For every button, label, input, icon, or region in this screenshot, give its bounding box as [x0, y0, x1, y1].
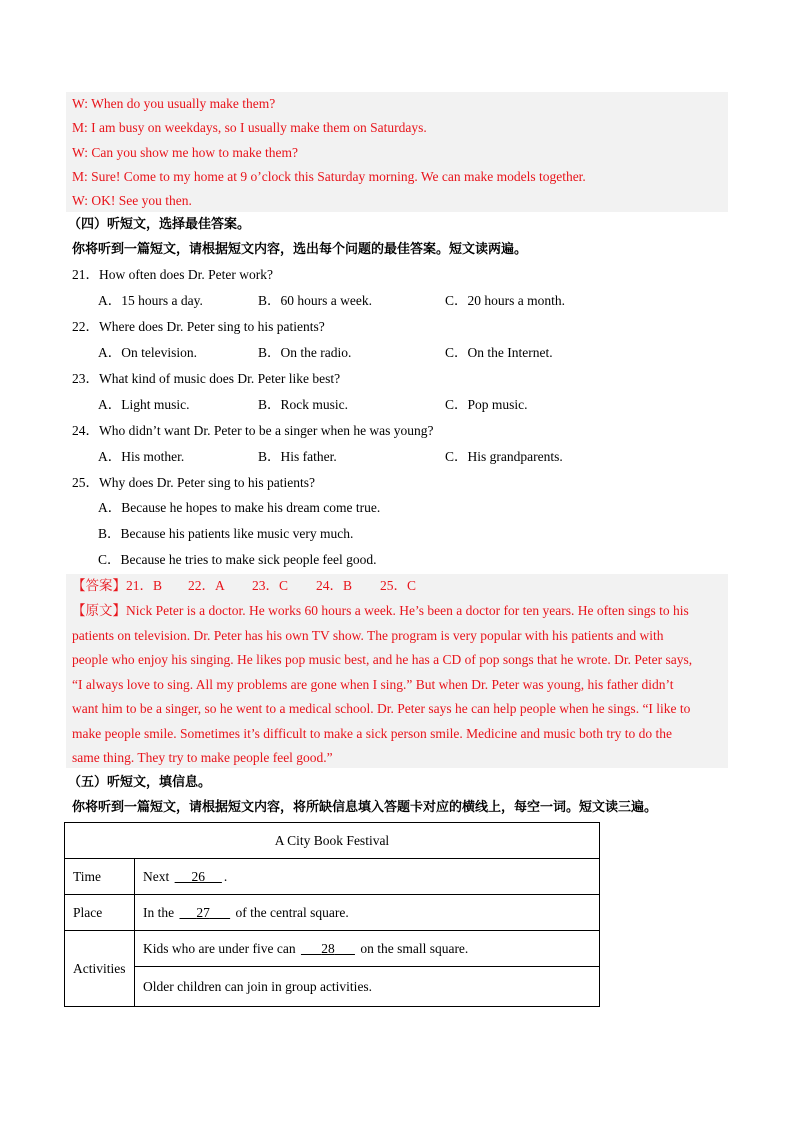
dialogue-line: W: OK! See you then. — [72, 193, 192, 208]
answer-line — [72, 574, 416, 598]
transcript-line: want him to be a singer, so he went to a medical school. Dr. Peter says he can help people when he sings. “I like to — [72, 701, 691, 716]
transcript-line: same thing. They try to make people feel good.” — [72, 750, 333, 765]
option-21-c: C．20 hours a month. — [445, 293, 565, 308]
dialogue-line: W: When do you usually make them? — [72, 96, 276, 111]
question-21: 21．How often does Dr. Peter work? — [72, 267, 273, 282]
option-25-b: B．Because his patients like music very much. — [98, 526, 354, 541]
option-25-a: A．Because he hopes to make his dream come true. — [98, 500, 381, 515]
festival-table — [64, 822, 600, 1007]
option-23-a: A．Light music. — [98, 397, 190, 412]
transcript-line: “I always love to sing. All my problems are gone when I sing.” But when Dr. Peter was young, his father didn’t — [72, 677, 674, 692]
option-22-b: B．On the radio. — [258, 345, 352, 360]
activity-2-cell: Older children can join in group activities. — [135, 967, 600, 1007]
dialogue-line: M: I am busy on weekdays, so I usually make them on Saturdays. — [72, 120, 427, 135]
section5-instruction: 你将听到一篇短文，请根据短文内容，将所缺信息填入答题卡对应的横线上，每空一词。短文读三遍。 — [72, 800, 658, 815]
option-21-a: A．15 hours a day. — [98, 293, 203, 308]
option-24-a: A．His mother. — [98, 449, 185, 464]
answer-item: 22．A — [188, 578, 225, 593]
option-22-c: C．On the Internet. — [445, 345, 553, 360]
transcript-line: 【原文】Nick Peter is a doctor. He works 60 hours a week. He’s been a doctor for ten years. He often sings to his — [72, 603, 689, 618]
place-cell: In the 27 of the central square. — [135, 895, 600, 931]
dialogue-line: M: Sure! Come to my home at 9 o’clock this Saturday morning. We can make models together. — [72, 169, 586, 184]
time-cell: Next 26 . — [135, 859, 600, 895]
question-24: 24．Who didn’t want Dr. Peter to be a singer when he was young? — [72, 423, 434, 438]
option-25-c: C．Because he tries to make sick people feel good. — [98, 552, 377, 567]
answer-item: 21．B — [126, 578, 163, 593]
option-23-b: B．Rock music. — [258, 397, 348, 412]
section5-heading: （五）听短文，填信息。 — [68, 775, 212, 790]
question-25: 25．Why does Dr. Peter sing to his patients? — [72, 475, 315, 490]
transcript-line: patients on television. Dr. Peter has his own TV show. The program is very popular with his patients and with — [72, 628, 664, 643]
answer-item: 24．B — [316, 578, 353, 593]
transcript-line: make people smile. Sometimes it’s difficult to make a sick person smile. Medicine and music both try to do the — [72, 726, 673, 741]
blank-27[interactable]: 27 — [196, 904, 210, 920]
blank-28[interactable]: 28 — [321, 940, 335, 956]
option-23-c: C．Pop music. — [445, 397, 528, 412]
transcript-line: people who enjoy his singing. He likes pop music best, and he has a CD of pop songs that he wrote. Dr. Peter says, — [72, 652, 693, 667]
section4-instruction: 你将听到一篇短文，请根据短文内容，选出每个问题的最佳答案。短文读两遍。 — [72, 242, 528, 257]
activity-1-cell: Kids who are under five can 28 on the small square. — [135, 931, 600, 967]
blank-26[interactable]: 26 — [191, 868, 205, 884]
time-label: Time — [65, 859, 135, 895]
answer-item: 23．C — [252, 578, 289, 593]
section4-heading: （四）听短文，选择最佳答案。 — [68, 217, 251, 232]
transcript-label: 【原文】 — [72, 603, 126, 618]
question-23: 23．What kind of music does Dr. Peter like best? — [72, 371, 341, 386]
option-24-c: C．His grandparents. — [445, 449, 563, 464]
answer-item: 25．C — [380, 578, 417, 593]
dialogue-line: W: Can you show me how to make them? — [72, 145, 298, 160]
option-21-b: B．60 hours a week. — [258, 293, 372, 308]
option-24-b: B．His father. — [258, 449, 337, 464]
question-22: 22．Where does Dr. Peter sing to his patients? — [72, 319, 325, 334]
table-title: A City Book Festival — [65, 823, 600, 859]
option-22-a: A．On television. — [98, 345, 197, 360]
activities-label: Activities — [65, 931, 135, 1007]
place-label: Place — [65, 895, 135, 931]
answer-label: 【答案】 — [72, 578, 126, 593]
